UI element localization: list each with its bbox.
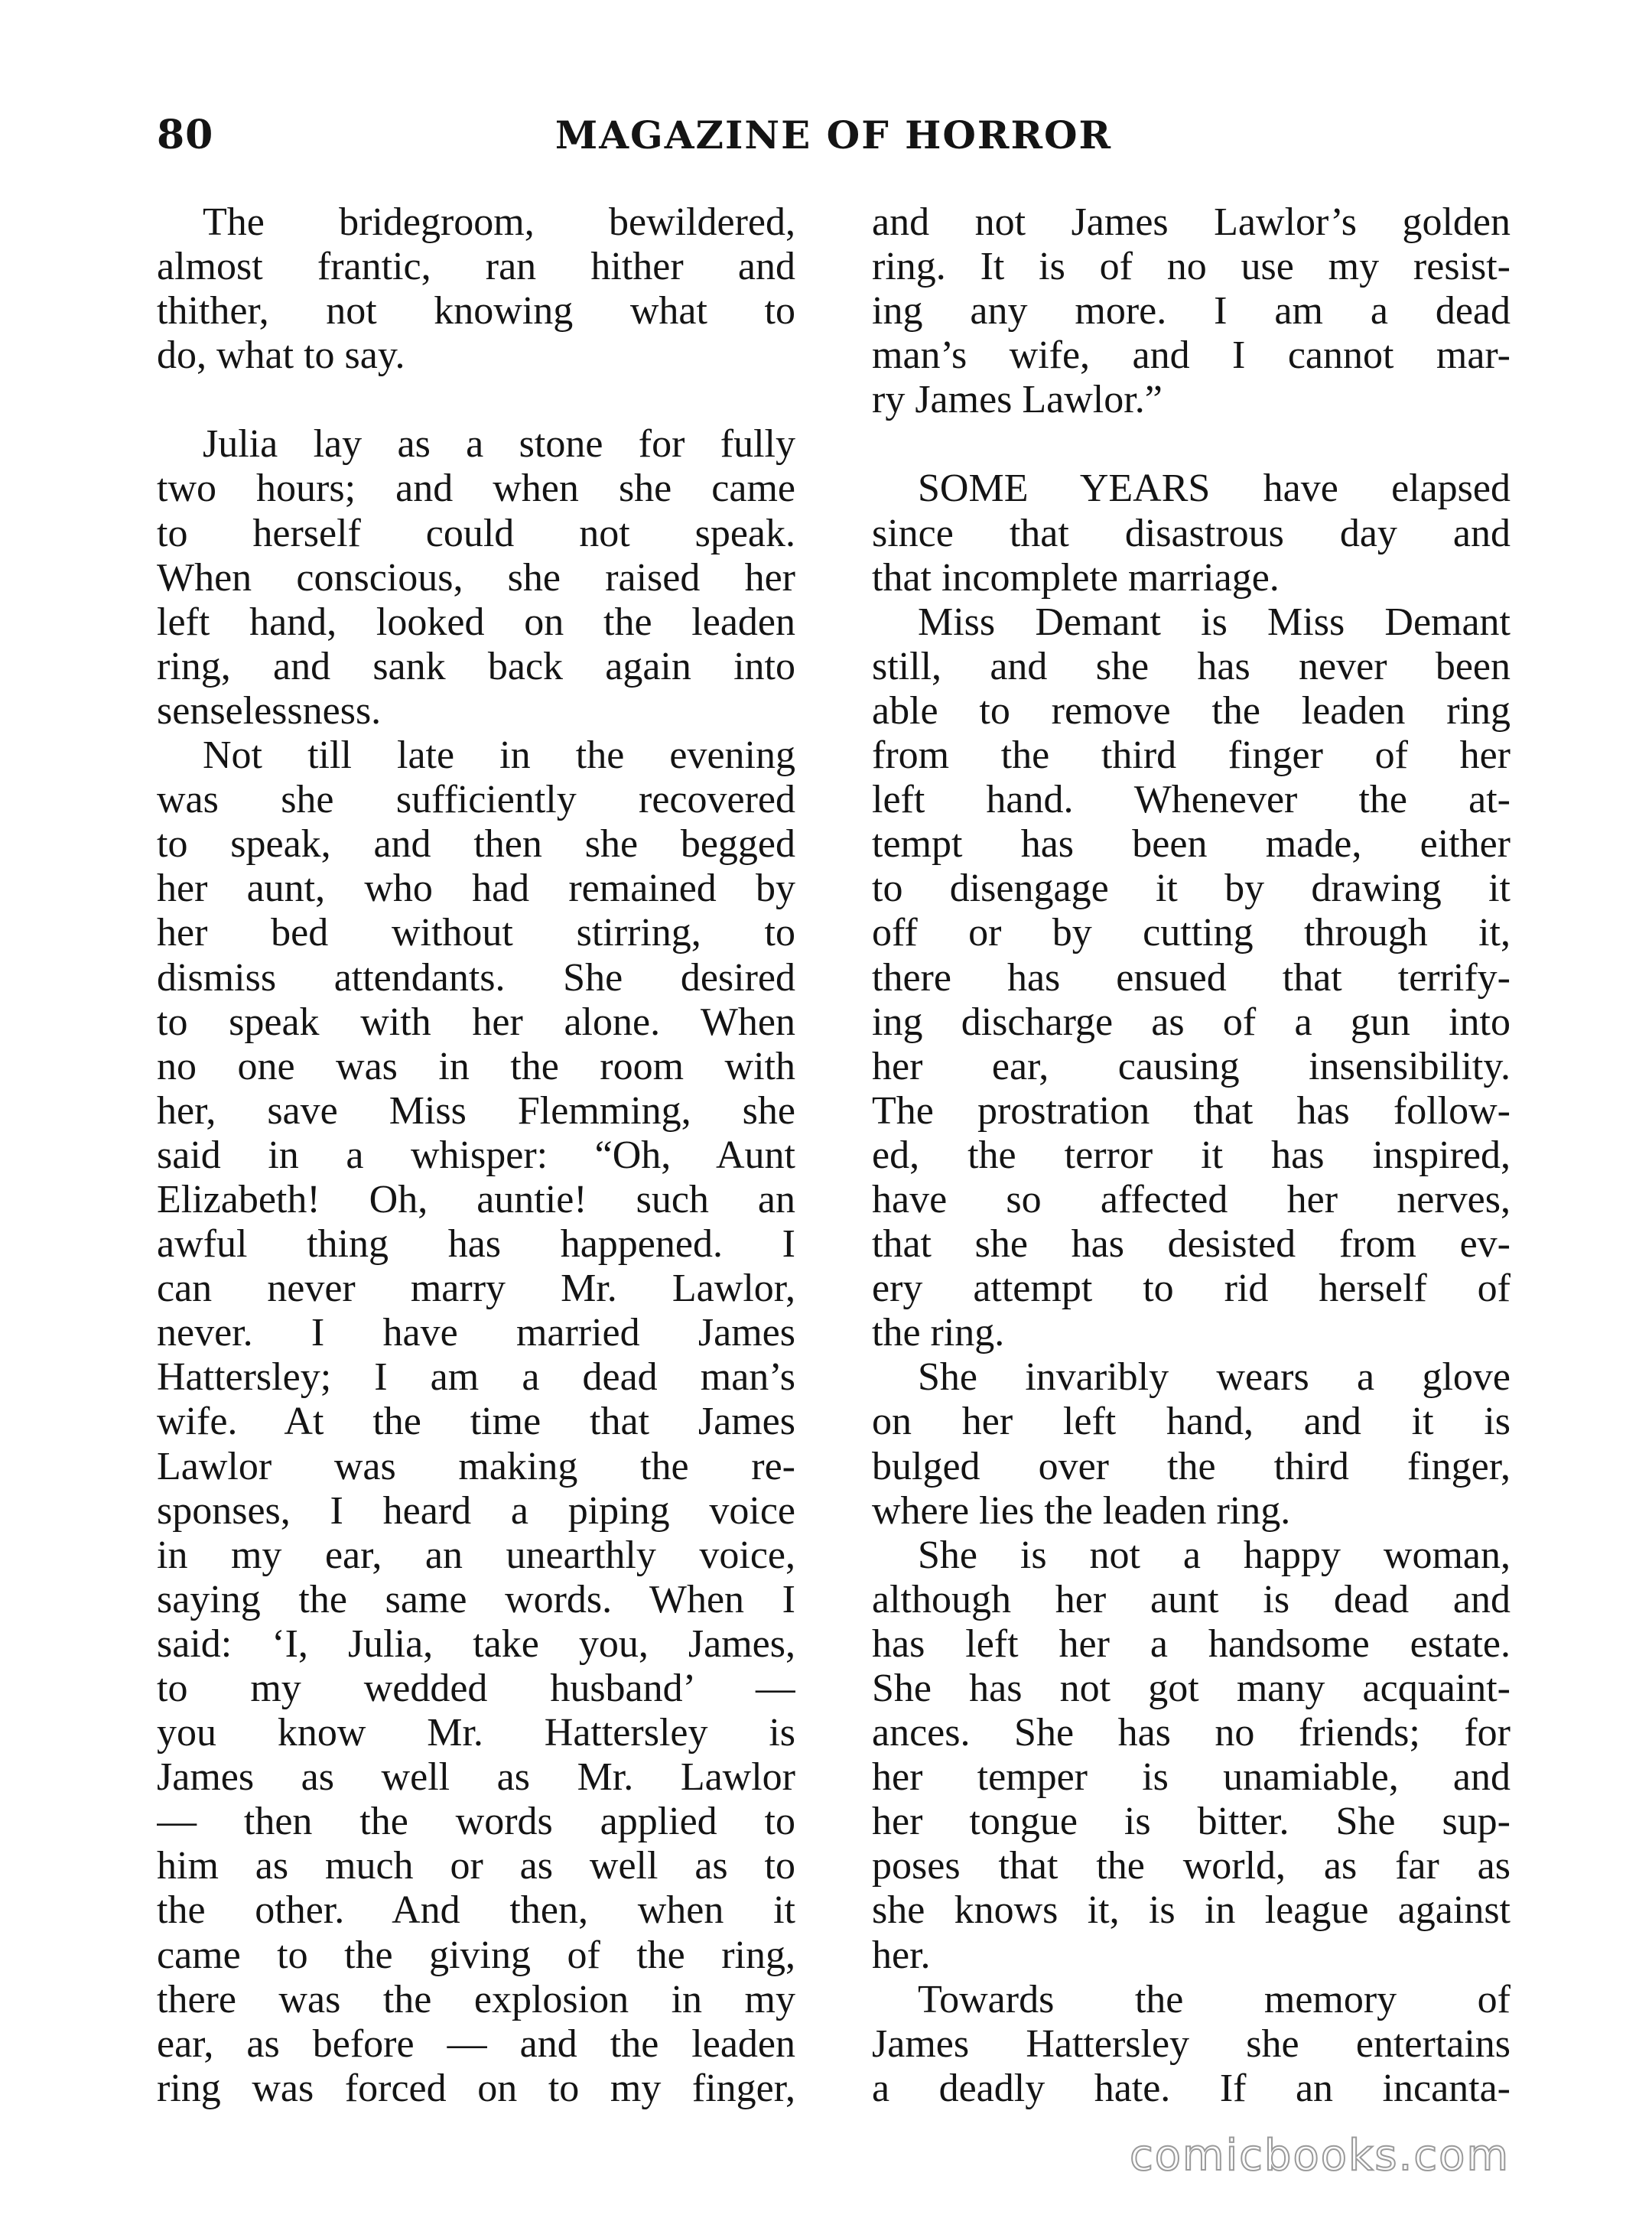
text-line: that she has desisted from ev- xyxy=(872,1222,1511,1267)
text-line: where lies the leaden ring. xyxy=(872,1488,1291,1533)
text-line: she knows it, is in league against xyxy=(872,1888,1511,1933)
text-line: thither, not knowing what to xyxy=(157,289,795,333)
text-line: When conscious, she raised her xyxy=(157,555,795,600)
text-line: on her left hand, and it is xyxy=(872,1400,1511,1444)
text-line: came to the giving of the ring, xyxy=(157,1933,795,1977)
text-line: to disengage it by drawing it xyxy=(872,867,1511,911)
text-line: She has not got many acquaint- xyxy=(872,1667,1511,1710)
text-line: him as much or as well as to xyxy=(157,1844,795,1888)
text-line: and not James Lawlor’s golden xyxy=(872,200,1511,244)
text-line: was she sufficiently recovered xyxy=(157,778,795,822)
text-line: able to remove the leaden ring xyxy=(872,688,1511,733)
text-line: ry James Lawlor.” xyxy=(872,378,1163,422)
text-line: ring was forced on to my finger, xyxy=(157,2066,795,2110)
text-line: no one was in the room with xyxy=(157,1044,795,1088)
text-line: that incomplete marriage. xyxy=(872,555,1280,600)
text-line: She is not a happy woman, xyxy=(918,1533,1511,1577)
text-line: never. I have married James xyxy=(157,1311,795,1355)
text-line: there has ensued that terrify- xyxy=(872,955,1511,1000)
text-line: Miss Demant is Miss Demant xyxy=(918,600,1511,644)
text-line: James Hattersley she entertains xyxy=(872,2021,1511,2066)
text-line: the other. And then, when it xyxy=(157,1888,795,1933)
text-line: her tongue is bitter. She sup- xyxy=(872,1800,1511,1844)
text-line: Hattersley; I am a dead man’s xyxy=(157,1355,795,1400)
watermark: comicbooks.com xyxy=(1129,2131,1510,2181)
text-line: her. xyxy=(872,1933,931,1977)
text-line: man’s wife, and I cannot mar- xyxy=(872,333,1511,378)
text-line: have so affected her nerves, xyxy=(872,1177,1511,1221)
text-line: ring, and sank back again into xyxy=(157,644,795,688)
text-line: Elizabeth! Oh, auntie! such an xyxy=(157,1177,795,1221)
text-line: left hand. Whenever the at- xyxy=(872,778,1511,822)
text-line: still, and she has never been xyxy=(872,644,1511,688)
text-line: to speak with her alone. When xyxy=(157,1000,795,1044)
text-line: The bridegroom, bewildered, xyxy=(203,200,795,244)
text-line: do, what to say. xyxy=(157,333,405,378)
text-line: ing any more. I am a dead xyxy=(872,289,1511,333)
text-line: ing discharge as of a gun into xyxy=(872,1000,1511,1044)
text-line: sponses, I heard a piping voice xyxy=(157,1488,795,1533)
text-line: SOME YEARS have elapsed xyxy=(918,467,1511,511)
text-line: bulged over the third finger, xyxy=(872,1444,1511,1488)
text-line: awful thing has happened. I xyxy=(157,1222,795,1267)
text-line: the ring. xyxy=(872,1311,1005,1355)
text-line: from the third finger of her xyxy=(872,733,1511,778)
text-line: left hand, looked on the leaden xyxy=(157,600,795,644)
text-line: senselessness. xyxy=(157,688,382,733)
text-line: almost frantic, ran hither and xyxy=(157,245,795,289)
left-text-column xyxy=(157,200,795,2111)
text-line: two hours; and when she came xyxy=(157,467,795,511)
text-line: her, save Miss Flemming, she xyxy=(157,1088,795,1133)
text-line: Not till late in the evening xyxy=(203,733,795,778)
text-line: to speak, and then she begged xyxy=(157,822,795,867)
text-line: off or by cutting through it, xyxy=(872,911,1511,955)
text-line: a deadly hate. If an incanta- xyxy=(872,2066,1511,2110)
page-number: 80 xyxy=(157,112,214,158)
text-line: although her aunt is dead and xyxy=(872,1577,1511,1621)
text-line: The prostration that has follow- xyxy=(872,1088,1511,1133)
text-line: tempt has been made, either xyxy=(872,822,1511,867)
text-line: there was the explosion in my xyxy=(157,1977,795,2021)
running-head: MAGAZINE OF HORROR xyxy=(554,112,1113,158)
text-line: — then the words applied to xyxy=(157,1800,795,1844)
text-line: ances. She has no friends; for xyxy=(872,1711,1511,1755)
text-line: wife. At the time that James xyxy=(157,1400,795,1444)
text-line: said in a whisper: “Oh, Aunt xyxy=(157,1133,795,1177)
text-line: to my wedded husband’ — xyxy=(157,1667,795,1710)
text-line: Julia lay as a stone for fully xyxy=(203,422,795,467)
text-line: saying the same words. When I xyxy=(157,1577,795,1621)
text-line: in my ear, an unearthly voice, xyxy=(157,1533,795,1577)
text-line: has left her a handsome estate. xyxy=(872,1621,1511,1666)
text-line: her bed without stirring, to xyxy=(157,911,795,955)
text-line: to herself could not speak. xyxy=(157,511,795,555)
text-line: James as well as Mr. Lawlor xyxy=(157,1755,795,1800)
text-line: ear, as before — and the leaden xyxy=(157,2021,795,2066)
text-line: ed, the terror it has inspired, xyxy=(872,1133,1511,1177)
text-line: since that disastrous day and xyxy=(872,511,1511,555)
text-line: poses that the world, as far as xyxy=(872,1844,1511,1888)
text-line: said: ‘I, Julia, take you, James, xyxy=(157,1621,795,1666)
text-line: Lawlor was making the re- xyxy=(157,1444,795,1488)
text-line: her temper is unamiable, and xyxy=(872,1755,1511,1800)
text-line: dismiss attendants. She desired xyxy=(157,955,795,1000)
page-header xyxy=(157,109,1511,162)
text-line: her ear, causing insensibility. xyxy=(872,1044,1511,1088)
text-line: Towards the memory of xyxy=(918,1977,1511,2021)
text-line: her aunt, who had remained by xyxy=(157,867,795,911)
text-line: can never marry Mr. Lawlor, xyxy=(157,1267,795,1311)
text-line: you know Mr. Hattersley is xyxy=(157,1711,795,1755)
text-line: ery attempt to rid herself of xyxy=(872,1267,1511,1311)
text-line: She invaribly wears a glove xyxy=(918,1355,1511,1400)
right-text-column xyxy=(872,200,1511,2111)
text-line: ring. It is of no use my resist- xyxy=(872,245,1511,289)
